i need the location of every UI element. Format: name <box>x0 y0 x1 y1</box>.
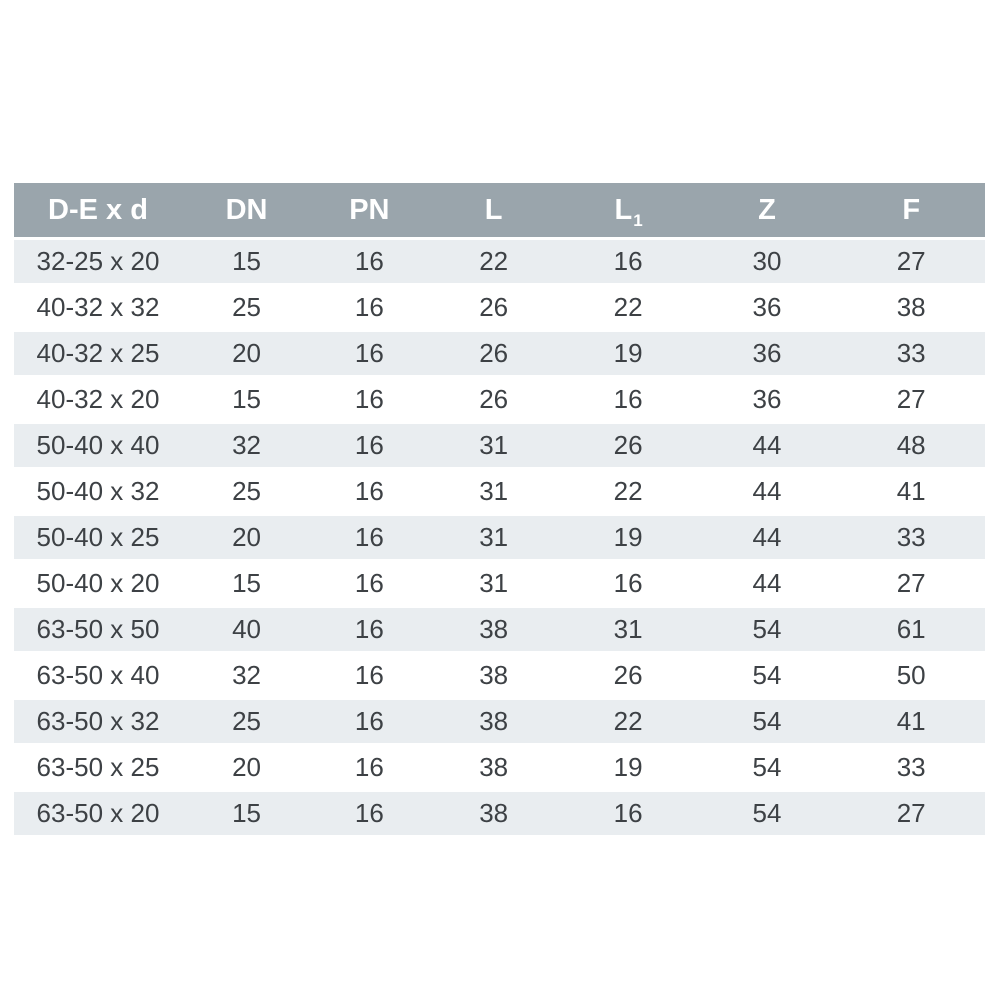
table-cell: 30 <box>697 240 838 283</box>
header-row <box>14 183 985 237</box>
table-cell: 22 <box>428 240 560 283</box>
table-cell: 38 <box>428 746 560 789</box>
table-cell: 33 <box>837 332 985 375</box>
header-label: PN <box>349 193 390 226</box>
spec-table-container <box>14 180 985 838</box>
table-cell: 38 <box>428 700 560 743</box>
table-cell: 22 <box>560 286 697 329</box>
table-cell: 26 <box>428 332 560 375</box>
table-cell: 16 <box>311 240 428 283</box>
table-cell: 33 <box>837 746 985 789</box>
table-cell: 50 <box>837 654 985 697</box>
header-label: DN <box>225 193 268 226</box>
table-cell: 63-50 x 25 <box>14 746 182 789</box>
table-cell: 31 <box>428 516 560 559</box>
table-cell: 22 <box>560 470 697 513</box>
table-cell: 32 <box>182 424 311 467</box>
table-row <box>14 378 985 421</box>
table-cell: 16 <box>560 562 697 605</box>
table-cell: 27 <box>837 792 985 835</box>
table-row <box>14 424 985 467</box>
table-cell: 16 <box>311 700 428 743</box>
table-cell: 40-32 x 32 <box>14 286 182 329</box>
table-cell: 50-40 x 20 <box>14 562 182 605</box>
table-row <box>14 562 985 605</box>
table-cell: 16 <box>311 516 428 559</box>
table-cell: 38 <box>428 792 560 835</box>
table-cell: 48 <box>837 424 985 467</box>
table-cell: 41 <box>837 470 985 513</box>
table-cell: 40-32 x 25 <box>14 332 182 375</box>
table-cell: 27 <box>837 562 985 605</box>
table-cell: 15 <box>182 792 311 835</box>
table-cell: 19 <box>560 332 697 375</box>
table-row <box>14 700 985 743</box>
table-cell: 54 <box>697 608 838 651</box>
table-cell: 54 <box>697 654 838 697</box>
table-cell: 16 <box>311 746 428 789</box>
table-cell: 16 <box>311 378 428 421</box>
table-cell: 15 <box>182 240 311 283</box>
column-header-z <box>697 183 838 237</box>
table-cell: 22 <box>560 700 697 743</box>
table-cell: 50-40 x 25 <box>14 516 182 559</box>
table-row <box>14 240 985 283</box>
table-cell: 50-40 x 40 <box>14 424 182 467</box>
header-label: L <box>614 193 633 226</box>
table-cell: 16 <box>311 562 428 605</box>
table-row <box>14 286 985 329</box>
table-cell: 16 <box>311 470 428 513</box>
spec-table <box>14 180 985 838</box>
table-cell: 16 <box>560 378 697 421</box>
table-cell: 63-50 x 40 <box>14 654 182 697</box>
table-cell: 19 <box>560 746 697 789</box>
table-cell: 25 <box>182 470 311 513</box>
column-header-f <box>837 183 985 237</box>
table-row <box>14 746 985 789</box>
table-cell: 36 <box>697 332 838 375</box>
table-cell: 32-25 x 20 <box>14 240 182 283</box>
table-cell: 44 <box>697 562 838 605</box>
column-header-dexd <box>14 183 182 237</box>
table-cell: 54 <box>697 700 838 743</box>
table-cell: 33 <box>837 516 985 559</box>
table-row <box>14 516 985 559</box>
table-cell: 44 <box>697 470 838 513</box>
table-cell: 20 <box>182 332 311 375</box>
table-cell: 16 <box>311 654 428 697</box>
table-cell: 40 <box>182 608 311 651</box>
column-header-l <box>428 183 560 237</box>
column-header-pn <box>311 183 428 237</box>
header-label: L <box>484 193 503 226</box>
table-cell: 38 <box>428 654 560 697</box>
table-cell: 27 <box>837 378 985 421</box>
table-row <box>14 792 985 835</box>
table-cell: 41 <box>837 700 985 743</box>
table-cell: 16 <box>560 792 697 835</box>
table-row <box>14 608 985 651</box>
table-cell: 26 <box>560 654 697 697</box>
table-cell: 63-50 x 20 <box>14 792 182 835</box>
table-cell: 31 <box>560 608 697 651</box>
table-cell: 50-40 x 32 <box>14 470 182 513</box>
column-header-dn <box>182 183 311 237</box>
table-cell: 31 <box>428 424 560 467</box>
table-cell: 19 <box>560 516 697 559</box>
table-cell: 36 <box>697 286 838 329</box>
table-cell: 44 <box>697 424 838 467</box>
table-row <box>14 470 985 513</box>
table-row <box>14 654 985 697</box>
header-subscript: 1 <box>633 210 643 230</box>
table-cell: 44 <box>697 516 838 559</box>
table-row <box>14 332 985 375</box>
table-cell: 20 <box>182 516 311 559</box>
table-cell: 26 <box>428 286 560 329</box>
table-cell: 16 <box>311 608 428 651</box>
table-cell: 25 <box>182 286 311 329</box>
table-cell: 16 <box>560 240 697 283</box>
table-cell: 38 <box>428 608 560 651</box>
table-cell: 25 <box>182 700 311 743</box>
table-cell: 36 <box>697 378 838 421</box>
table-cell: 63-50 x 32 <box>14 700 182 743</box>
table-cell: 26 <box>428 378 560 421</box>
table-cell: 15 <box>182 378 311 421</box>
table-cell: 40-32 x 20 <box>14 378 182 421</box>
table-cell: 54 <box>697 792 838 835</box>
table-cell: 27 <box>837 240 985 283</box>
table-cell: 31 <box>428 470 560 513</box>
table-cell: 16 <box>311 424 428 467</box>
table-cell: 31 <box>428 562 560 605</box>
table-cell: 54 <box>697 746 838 789</box>
column-header-l1 <box>560 183 697 237</box>
table-cell: 61 <box>837 608 985 651</box>
table-cell: 16 <box>311 286 428 329</box>
table-cell: 38 <box>837 286 985 329</box>
table-cell: 32 <box>182 654 311 697</box>
table-cell: 26 <box>560 424 697 467</box>
header-label: Z <box>758 193 776 226</box>
table-cell: 16 <box>311 332 428 375</box>
table-cell: 16 <box>311 792 428 835</box>
table-header <box>14 183 985 237</box>
table-body <box>14 240 985 835</box>
table-cell: 63-50 x 50 <box>14 608 182 651</box>
table-cell: 20 <box>182 746 311 789</box>
header-label: D-E x d <box>48 193 148 226</box>
header-label: F <box>902 193 921 226</box>
table-cell: 15 <box>182 562 311 605</box>
